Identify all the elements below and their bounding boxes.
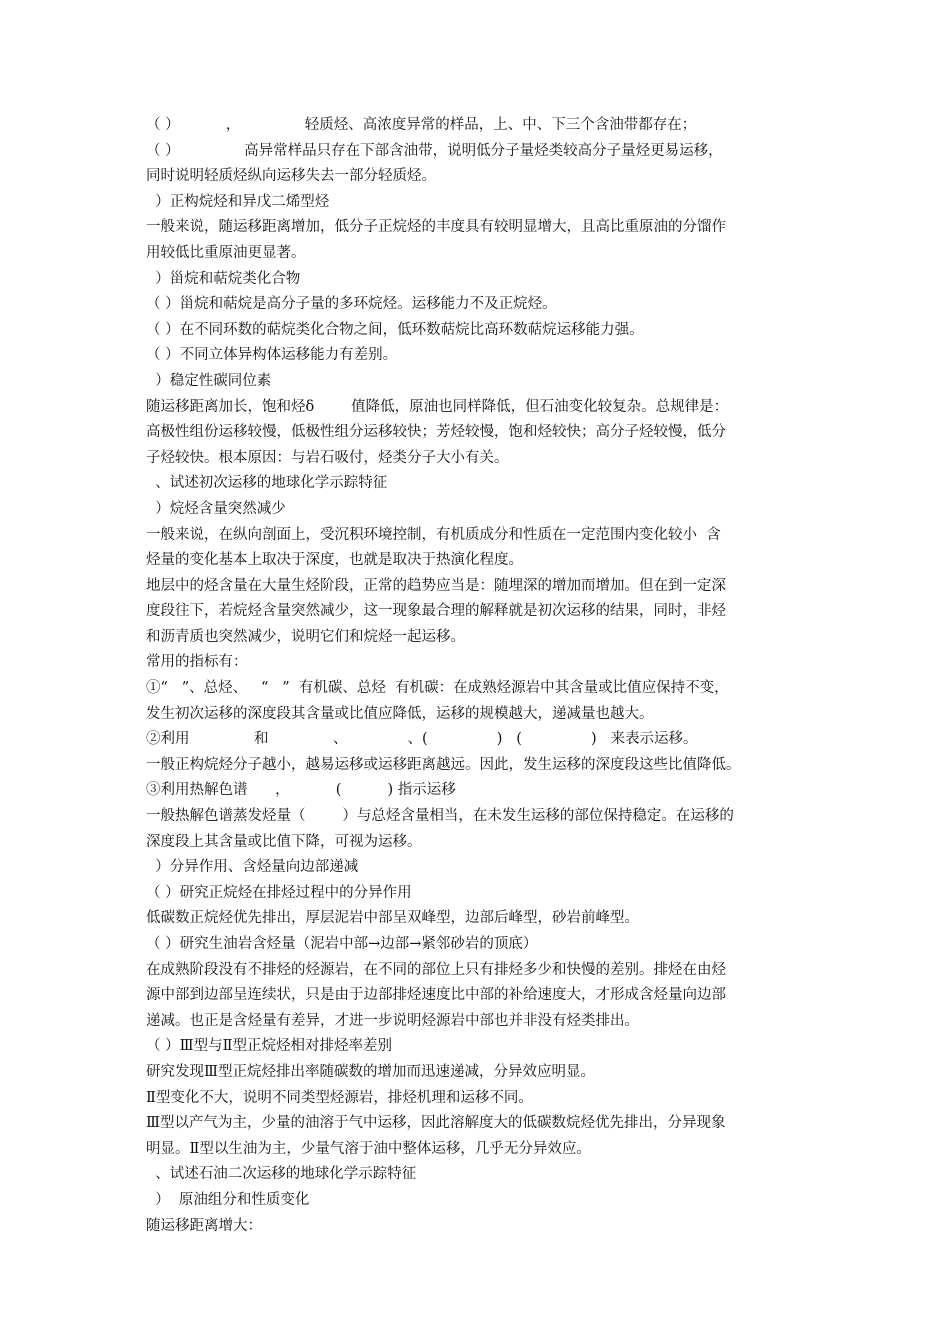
text-line: 随运移距离增大： bbox=[146, 1217, 262, 1234]
text-line: （ ）研究正烷烃在排烃过程中的分异作用 bbox=[146, 884, 412, 901]
text-line: ①“ ”、总烃、 “ ” 有机碳、总烃 有机碳：在成熟烃源岩中其含量或比值应保持不变， bbox=[146, 680, 729, 697]
text-line: 明显。Ⅱ型以生油为主，少量气溶于油中整体运移，几乎无分异效应。 bbox=[146, 1140, 591, 1157]
text-line: 一般正构烷烃分子越小，越易运移或运移距离越远。因此，发生运移的深度段这些比值降低。 bbox=[146, 756, 741, 773]
text-line: 发生初次运移的深度段其含量或比值应降低，运移的规模越大，递减量也越大。 bbox=[146, 705, 654, 722]
text-line: Ⅲ型以产气为主，少量的油溶于气中运移，因此溶解度大的低碳数烷烃优先排出，分异现象 bbox=[146, 1115, 726, 1132]
section-heading: ）正构烷烃和异戊二烯型烃 bbox=[146, 193, 330, 210]
section-heading: ） 原油组分和性质变化 bbox=[146, 1191, 310, 1208]
text-line: 源中部到边部呈连续状，只是由于边部排烃速度比中部的补给速度大，才形成含烃量向边部 bbox=[146, 987, 726, 1004]
text-line: 度段往下，若烷烃含量突然减少，这一现象最合理的解释就是初次运移的结果，同时，非烃 bbox=[146, 603, 726, 620]
text-line: （ ）甾烷和萜烷是高分子量的多环烷烃。运移能力不及正烷烃。 bbox=[146, 296, 557, 313]
text-line: （ ）不同立体异构体运移能力有差别。 bbox=[146, 347, 398, 364]
text-line: 高极性组份运移较慢，低极性组分运移较快；芳烃较慢，饱和烃较快；高分子烃较慢，低分 bbox=[146, 424, 726, 441]
text-line: ③利用热解色谱 ， ( ) 指示运移 bbox=[146, 782, 456, 799]
text-line: （ ） ， 轻质烃、高浓度异常的样品，上、中、下三个含油带都存在； bbox=[146, 117, 697, 133]
document-page bbox=[146, 113, 810, 1239]
text-line: 研究发现Ⅲ型正烷烃排出率随碳数的增加而迅速递减，分异效应明显。 bbox=[146, 1063, 595, 1080]
question-heading: 、试述初次运移的地球化学示踪特征 bbox=[146, 475, 388, 492]
text-line: 低碳数正烷烃优先排出，厚层泥岩中部呈双峰型，边部后峰型，砂岩前峰型。 bbox=[146, 910, 639, 927]
text-line: （ ）在不同环数的萜烷类化合物之间，低环数萜烷比高环数萜烷运移能力强。 bbox=[146, 321, 644, 338]
section-heading: ）分异作用、含烃量向边部递减 bbox=[146, 859, 359, 876]
text-line: 地层中的烃含量在大量生烃阶段，正常的趋势应当是：随埋深的增加而增加。但在到一定深 bbox=[146, 577, 726, 594]
text-line: 深度段上其含量或比值下降，可视为运移。 bbox=[146, 833, 422, 850]
question-heading: 、试述石油二次运移的地球化学示踪特征 bbox=[146, 1166, 417, 1183]
section-heading: ）稳定性碳同位素 bbox=[146, 372, 272, 389]
section-heading: ）烷烃含量突然减少 bbox=[146, 500, 286, 517]
text-line: 一般来说，随运移距离增加，低分子正烷烃的丰度具有较明显增大，且高比重原油的分馏作 bbox=[146, 219, 726, 236]
text-line: Ⅱ型变化不大，说明不同类型烃源岩，排烃机理和运移不同。 bbox=[146, 1089, 533, 1106]
text-line: 和沥青质也突然减少，说明它们和烷烃一起运移。 bbox=[146, 628, 465, 645]
text-line: 常用的指标有： bbox=[146, 654, 248, 671]
text-line: （ ） 高异常样品只存在下部含油带，说明低分子量烃类较高分子量烃更易运移， bbox=[146, 142, 723, 159]
text-line: ②利用 和 、 、( ) ( ) 来表示运移。 bbox=[146, 731, 698, 748]
text-line: 子烃较快。根本原因：与岩石吸付，烃类分子大小有关。 bbox=[146, 449, 509, 466]
text-line: 用较低比重原油更显著。 bbox=[146, 244, 306, 261]
text-line: 在成熟阶段没有不排烃的烃源岩，在不同的部位上只有排烃多少和快慢的差别。排烃在由烃 bbox=[146, 961, 726, 978]
text-line: 一般来说，在纵向剖面上，受沉积环境控制，有机质成分和性质在一定范围内变化较小 含 bbox=[146, 526, 721, 543]
text-line: 递减。也正是含烃量有差异，才进一步说明烃源岩中部也并非没有烃类排出。 bbox=[146, 1012, 639, 1029]
text-line: 随运移距离加长，饱和烃δ 值降低，原油也同样降低，但石油变化较复杂。总规律是： bbox=[146, 398, 729, 415]
text-line: （ ）Ⅲ型与Ⅱ型正烷烃相对排烃率差别 bbox=[146, 1038, 392, 1055]
text-line: 烃量的变化基本上取决于深度，也就是取决于热演化程度。 bbox=[146, 552, 523, 569]
section-heading: ）甾烷和萜烷类化合物 bbox=[146, 270, 301, 287]
text-line: 一般热解色谱蒸发烃量（ ）与总烃含量相当，在未发生运移的部位保持稳定。在运移的 bbox=[146, 808, 734, 825]
text-line: （ ）研究生油岩含烃量（泥岩中部→边部→紧邻砂岩的顶底） bbox=[146, 936, 538, 952]
text-line: 同时说明轻质烃纵向运移失去一部分轻质烃。 bbox=[146, 168, 436, 185]
